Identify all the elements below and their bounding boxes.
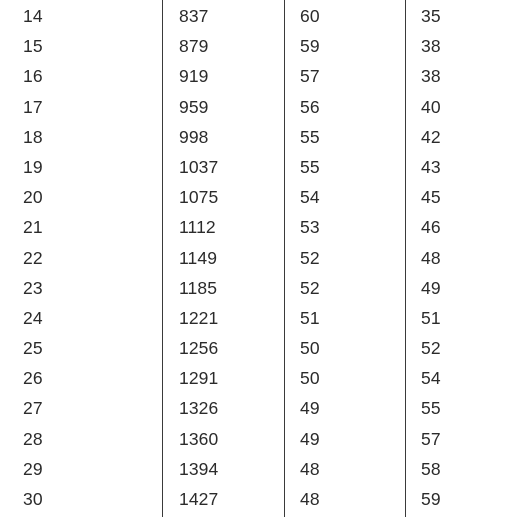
table-cell: 919 [179, 66, 209, 87]
table-row [0, 454, 514, 484]
table-cell: 1149 [179, 247, 218, 268]
table-cell: 23 [23, 277, 43, 298]
table-cell: 56 [300, 96, 320, 117]
table-cell: 1291 [179, 368, 219, 389]
table-cell: 959 [179, 96, 209, 117]
table-cell: 35 [421, 6, 441, 26]
table-cell: 27 [23, 398, 43, 419]
table-row [0, 363, 514, 393]
table-row [0, 92, 514, 122]
table-row [0, 152, 514, 182]
table-cell: 14 [23, 6, 43, 26]
table-cell: 51 [421, 307, 441, 328]
table-row [0, 273, 514, 303]
table-cell: 52 [300, 277, 320, 298]
table-cell: 1394 [179, 458, 219, 479]
table-cell: 43 [421, 156, 441, 177]
table-cell: 837 [179, 6, 209, 26]
table-cell: 59 [421, 489, 441, 509]
table-cell: 1221 [179, 307, 219, 328]
table-row [0, 243, 514, 273]
table-cell: 60 [300, 6, 320, 26]
table-cell: 25 [23, 338, 43, 359]
table-row [0, 182, 514, 212]
table-row [0, 393, 514, 423]
table-cell: 879 [179, 36, 209, 57]
table-cell: 52 [300, 247, 320, 268]
table-cell: 1256 [179, 338, 219, 359]
table-cell: 1360 [179, 428, 219, 449]
table-cell: 26 [23, 368, 43, 389]
table-cell: 50 [300, 368, 320, 389]
table-cell: 19 [23, 156, 43, 177]
table-cell: 30 [23, 489, 43, 509]
table-cell: 16 [23, 66, 43, 87]
table-cell: 17 [23, 96, 43, 117]
table-cell: 54 [300, 187, 320, 208]
table-cell: 45 [421, 187, 441, 208]
table-cell: 40 [421, 96, 441, 117]
table-cell: 57 [421, 428, 441, 449]
table-cell: 20 [23, 187, 43, 208]
table-cell: 54 [421, 368, 441, 389]
table-cell: 55 [300, 156, 320, 177]
table-cell: 998 [179, 126, 209, 147]
table-cell: 59 [300, 36, 320, 57]
table-cell: 24 [23, 307, 43, 328]
table-cell: 49 [300, 398, 320, 419]
table-cell: 48 [300, 458, 320, 479]
table-cell: 50 [300, 338, 320, 359]
table-row [0, 484, 514, 514]
table-cell: 55 [421, 398, 441, 419]
table-cell: 52 [421, 338, 441, 359]
table-row [0, 424, 514, 454]
table-cell: 1185 [179, 277, 218, 298]
table-row [0, 212, 514, 242]
table-cell: 48 [421, 247, 441, 268]
table-cell: 18 [23, 126, 43, 147]
table-cell: 1112 [179, 217, 216, 238]
table-row [0, 303, 514, 333]
table-cell: 1326 [179, 398, 219, 419]
table-row [0, 61, 514, 91]
table-cell: 22 [23, 247, 43, 268]
table-row [0, 333, 514, 363]
table-cell: 49 [300, 428, 320, 449]
table-cell: 57 [300, 66, 320, 87]
table-cell: 29 [23, 458, 43, 479]
table-cell: 1075 [179, 187, 219, 208]
table-row [0, 31, 514, 61]
table-row [0, 1, 514, 31]
table-cell: 53 [300, 217, 320, 238]
table-cell: 58 [421, 458, 441, 479]
table-row [0, 122, 514, 152]
table-cell: 38 [421, 66, 441, 87]
table-cell: 15 [23, 36, 43, 57]
table-cell: 48 [300, 489, 320, 509]
table-cell: 38 [421, 36, 441, 57]
table-cell: 28 [23, 428, 43, 449]
table-body [0, 1, 514, 514]
table-cell: 55 [300, 126, 320, 147]
table-cell: 51 [300, 307, 320, 328]
table-cell: 49 [421, 277, 441, 298]
table-cell: 21 [23, 217, 43, 238]
table-cell: 1427 [179, 489, 219, 509]
table-cell: 1037 [179, 156, 219, 177]
table-cell: 46 [421, 217, 441, 238]
table-cell: 42 [421, 126, 441, 147]
